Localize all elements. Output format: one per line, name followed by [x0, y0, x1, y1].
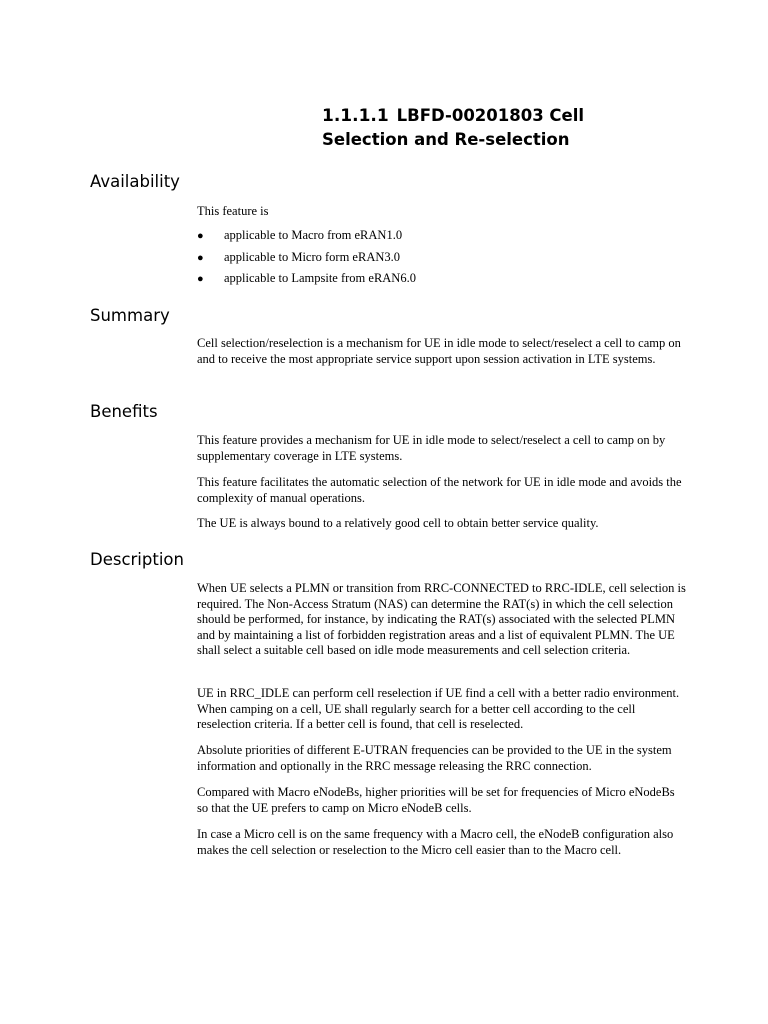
description-paragraph: In case a Micro cell is on the same frequency with a Macro cell, the eNodeB configuration also makes the cell selection or reselection to the Micro cell easier than to the Macro cell. [197, 827, 674, 857]
description-paragraph: When UE selects a PLMN or transition from RRC-CONNECTED to RRC-IDLE, cell selection is required. The Non-Access Stratum (NAS) can determine the RAT(s) in which the cell selection should be performed, for instance, by indicating the RAT(s) associated with the selected PLMN and by maintaining a list of forbidden registration areas and a list of equivalent PLMN. The UE shall select a suitable cell based on idle mode measurements and cell selection criteria. [197, 581, 686, 657]
description-paragraph: UE in RRC_IDLE can perform cell reselection if UE find a cell with a better radio environment. When camping on a cell, UE shall regularly search for a better cell according to the cell reselection criteria. If a better cell is found, that cell is reselected. [197, 686, 680, 731]
bullet-icon: ● [197, 230, 204, 242]
description-paragraph: Absolute priorities of different E-UTRAN frequencies can be provided to the UE in the system information and optionally in the RRC message releasing the RRC connection. [197, 743, 672, 773]
list-item [197, 250, 416, 272]
section-number: 1.1.1.1 [322, 106, 389, 126]
description-paragraph: Compared with Macro eNodeBs, higher priorities will be set for frequencies of Micro eNodeBs so that the UE prefers to camp on Micro eNodeB cells. [197, 785, 675, 815]
availability-intro: This feature is [197, 204, 269, 218]
section-title [322, 104, 622, 152]
bullet-icon: ● [197, 273, 204, 285]
summary-text: Cell selection/reselection is a mechanism for UE in idle mode to select/reselect a cell to camp on and to receive the most appropriate service support upon session activation in LTE systems. [197, 336, 681, 366]
bullet-icon: ● [197, 251, 204, 264]
list-item-text: applicable to Micro form eRAN3.0 [224, 249, 400, 264]
benefits-paragraph: This feature facilitates the automatic selection of the network for UE in idle mode and avoids the complexity of manual operations. [197, 475, 682, 505]
list-item-text: applicable to Lampsite from eRAN6.0 [224, 271, 416, 285]
benefits-heading: Benefits [90, 402, 158, 421]
list-item [197, 228, 416, 250]
availability-list [197, 228, 416, 293]
summary-heading: Summary [90, 306, 170, 325]
list-item [197, 271, 416, 293]
availability-heading: Availability [90, 172, 180, 191]
benefits-paragraph: The UE is always bound to a relatively good cell to obtain better service quality. [197, 516, 599, 530]
description-heading: Description [90, 550, 184, 569]
section-title-text: LBFD-00201803 Cell Selection and Re-selection [322, 106, 585, 149]
list-item-text: applicable to Macro from eRAN1.0 [224, 228, 403, 242]
benefits-paragraph: This feature provides a mechanism for UE in idle mode to select/reselect a cell to camp on by supplementary coverage in LTE systems. [197, 433, 666, 463]
